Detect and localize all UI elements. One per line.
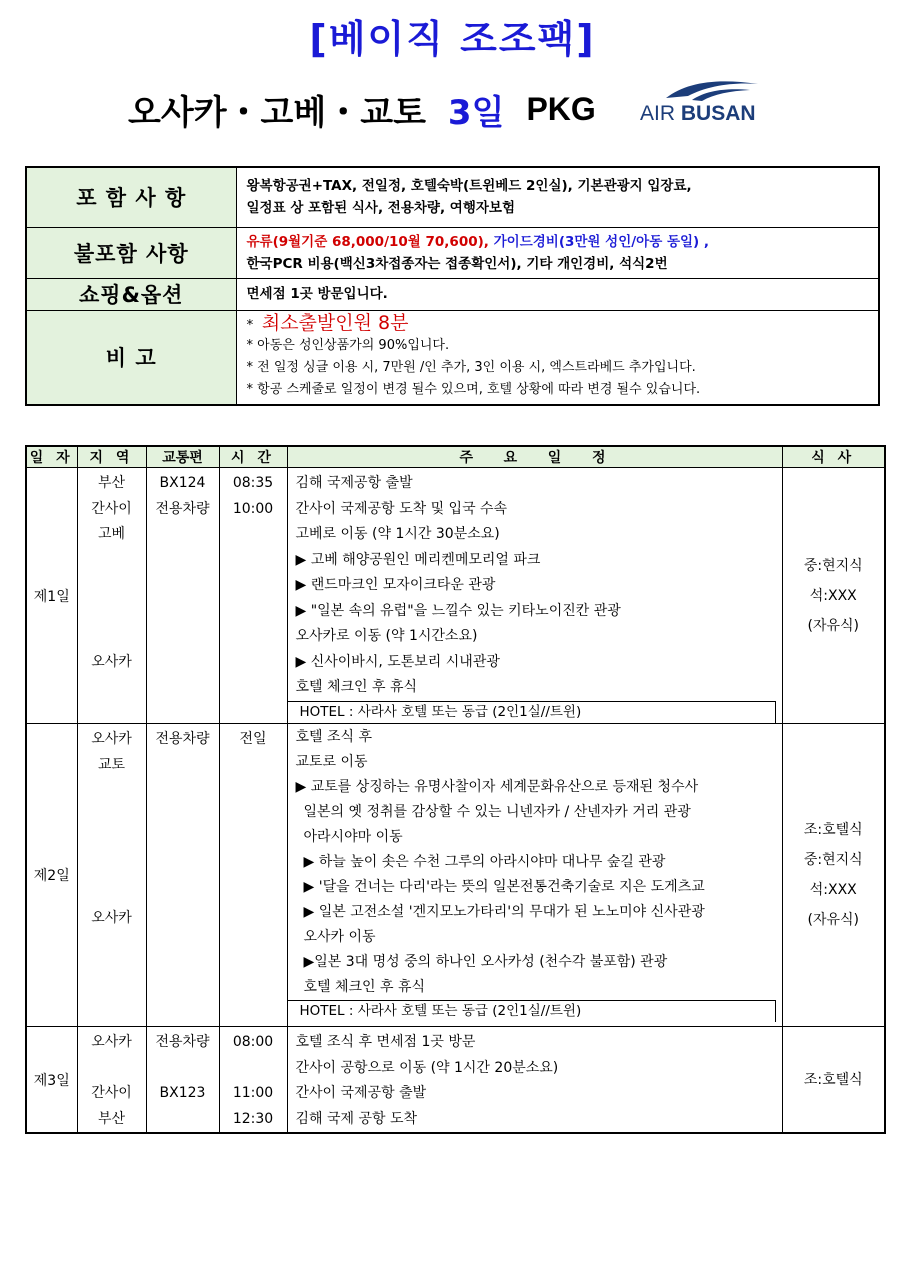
- itinerary-item: 호텔 체크인 후 휴식: [295, 679, 418, 695]
- itinerary-item: 김해 국제 공항 도착: [295, 1110, 418, 1127]
- route-title: 오사카・고베・교토: [128, 92, 426, 133]
- region: 간사이: [91, 500, 132, 517]
- itinerary-item: ▶ 신사이바시, 도톤보리 시내관광: [295, 653, 500, 670]
- air-busan-logo: [640, 78, 766, 126]
- region: 오사카: [91, 653, 132, 670]
- flight-number: BX124: [159, 475, 206, 491]
- transport: 전용차량: [155, 1034, 210, 1050]
- meal-cell: [782, 724, 885, 1027]
- time: 12:30: [232, 1110, 274, 1127]
- meal: (자유식): [807, 912, 859, 928]
- itinerary-item: ▶ 일본 고전소설 '겐지모노가타리'의 무대가 된 노노미야 신사관광: [303, 904, 705, 920]
- itinerary-item: ▶ "일본 속의 유럽"을 느낄수 있는 키타노이진칸 관광: [295, 602, 621, 619]
- itinerary-item: 간사이 국제공항 출발: [295, 1085, 427, 1101]
- region: 부산: [97, 1110, 126, 1127]
- region: 부산: [97, 475, 126, 491]
- excluded-label: 불포함 사항: [26, 227, 236, 278]
- itinerary-item: 일본의 옛 정취를 감상할 수 있는 니넨자카 / 산넨자카 거리 관광: [303, 804, 691, 820]
- remark-star: *: [246, 316, 254, 333]
- duration-label: 3일: [447, 92, 505, 133]
- meal: 석:XXX: [809, 587, 857, 604]
- header-region: 지 역: [77, 446, 146, 468]
- itinerary-item: 고베로 이동 (약 1시간 30분소요): [295, 526, 500, 542]
- header-transport: 교통편: [146, 446, 219, 468]
- region: 오사카: [91, 909, 132, 926]
- header-meal: 식 사: [782, 446, 885, 468]
- remark-line: * 아동은 성인상품가의 90%입니다.: [246, 337, 450, 353]
- meal-cell: [782, 468, 885, 724]
- itinerary-cell: [287, 1027, 782, 1134]
- day-label: 제2일: [26, 724, 77, 1027]
- transport: 전용차량: [155, 500, 210, 517]
- day1-row: [26, 468, 885, 724]
- itinerary-cell: [287, 468, 782, 724]
- meal: 중:현지식: [803, 557, 863, 574]
- region: 고베: [97, 526, 126, 542]
- day-label: 제3일: [26, 1027, 77, 1134]
- itinerary-cell: [287, 724, 782, 1027]
- remark-line: * 전 일정 싱글 이용 시, 7만원 /인 추가, 3인 이용 시, 엑스트라베드 추가입니다.: [246, 359, 696, 375]
- logo-air-text: AIR: [640, 102, 676, 125]
- itinerary-item: 호텔 체크인 후 휴식: [303, 979, 426, 995]
- itinerary-item: 간사이 국제공항 도착 및 입국 수속: [295, 500, 508, 517]
- included-line: 일정표 상 포함된 식사, 전용차량, 여행자보험: [246, 200, 515, 217]
- header-itinerary: 주 요 일 정: [287, 446, 782, 468]
- time: 08:35: [232, 475, 274, 491]
- meal: (자유식): [807, 617, 859, 634]
- itinerary-item: 김해 국제공항 출발: [295, 475, 413, 491]
- day3-row: [26, 1027, 885, 1134]
- region: 오사카: [91, 1034, 132, 1050]
- itinerary-item: ▶ 랜드마크인 모자이크타운 관광: [295, 577, 496, 593]
- shopping-content: 면세점 1곳 방문입니다.: [236, 278, 879, 310]
- time: 10:00: [232, 500, 274, 517]
- package-title: [128, 84, 596, 134]
- header-day: 일 자: [26, 446, 77, 468]
- time: 전일: [239, 731, 267, 747]
- logo-busan-text: BUSAN: [680, 102, 756, 125]
- transport: 전용차량: [155, 731, 210, 747]
- remarks-content: [236, 310, 879, 405]
- itinerary-item: ▶ 하늘 높이 솟은 수천 그루의 아라시야마 대나무 숲길 관광: [303, 854, 666, 870]
- time-cell: [219, 1027, 287, 1134]
- itinerary-item: ▶ 고베 해양공원인 메리켄메모리얼 파크: [295, 551, 541, 568]
- included-label: 포 함 사 항: [26, 167, 236, 227]
- transport-cell: [146, 1027, 219, 1134]
- meal: 중:현지식: [803, 852, 863, 868]
- itinerary-item: 호텔 조식 후 면세점 1곳 방문: [295, 1034, 476, 1050]
- document-title: [베이직 조조팩]: [309, 17, 596, 61]
- remark-line: * 항공 스케줄로 일정이 변경 될수 있으며, 호텔 상황에 따라 변경 될수 있습니다.: [246, 381, 701, 397]
- region-cell: [77, 724, 146, 1027]
- day-label: 제1일: [26, 468, 77, 724]
- hotel-info: HOTEL : 사라사 호텔 또는 동급 (2인1실//트윈): [288, 1000, 776, 1022]
- region-cell: [77, 468, 146, 724]
- excluded-content: [236, 227, 879, 278]
- header-time: 시 간: [219, 446, 287, 468]
- day2-row: [26, 724, 885, 1027]
- itinerary-item: 아라시야마 이동: [303, 829, 403, 845]
- region: 오사카: [91, 731, 132, 747]
- remarks-label: 비 고: [26, 310, 236, 405]
- time: 08:00: [232, 1034, 274, 1050]
- included-content: [236, 167, 879, 227]
- itinerary-item: 교토로 이동: [295, 754, 368, 770]
- meal: 석:XXX: [809, 882, 857, 898]
- pkg-label: PKG: [526, 90, 596, 127]
- meal: 조:호텔식: [803, 1071, 863, 1088]
- included-line: 왕복항공권+TAX, 전일정, 호텔숙박(트윈베드 2인실), 기본관광지 입장료,: [246, 178, 692, 195]
- min-departure: 최소출발인원 8분: [261, 311, 409, 334]
- itinerary-item: 호텔 조식 후: [295, 729, 373, 745]
- wing-icon: [662, 78, 762, 102]
- flight-number: BX123: [159, 1085, 206, 1101]
- region: 간사이: [91, 1085, 132, 1101]
- package-info-table: [25, 166, 880, 406]
- itinerary-item: 오사카 이동: [303, 929, 376, 945]
- meal: 조:호텔식: [803, 822, 863, 838]
- itinerary-item: ▶일본 3대 명성 중의 하나인 오사카성 (천수각 불포함) 관광: [303, 954, 668, 970]
- transport-cell: [146, 468, 219, 724]
- itinerary-table: [25, 445, 886, 1134]
- itinerary-item: 간사이 공항으로 이동 (약 1시간 20분소요): [295, 1059, 559, 1076]
- hotel-info: HOTEL : 사라사 호텔 또는 동급 (2인1실//트윈): [288, 701, 776, 723]
- itinerary-item: 오사카로 이동 (약 1시간소요): [295, 628, 478, 644]
- region: 교토: [97, 756, 126, 773]
- shopping-label: 쇼핑&옵션: [26, 278, 236, 310]
- itinerary-item: ▶ 교토를 상징하는 유명사찰이자 세계문화유산으로 등재된 청수사: [295, 779, 699, 795]
- time-cell: [219, 724, 287, 1027]
- itinerary-item: ▶ '달을 건너는 다리'라는 뜻의 일본전통건축기술로 지은 도게츠교: [303, 879, 705, 895]
- fuel-surcharge: 유류(9월기준 68,000/10월 70,600),: [246, 233, 489, 250]
- meal-cell: [782, 1027, 885, 1134]
- time-cell: [219, 468, 287, 724]
- excluded-line: 한국PCR 비용(백신3차접종자는 접종확인서), 기타 개인경비, 석식2번: [246, 255, 668, 272]
- transport-cell: [146, 724, 219, 1027]
- time: 11:00: [232, 1085, 274, 1101]
- region-cell: [77, 1027, 146, 1134]
- guide-fee: 가이드경비(3만원 성인/아동 동일) ,: [488, 233, 710, 250]
